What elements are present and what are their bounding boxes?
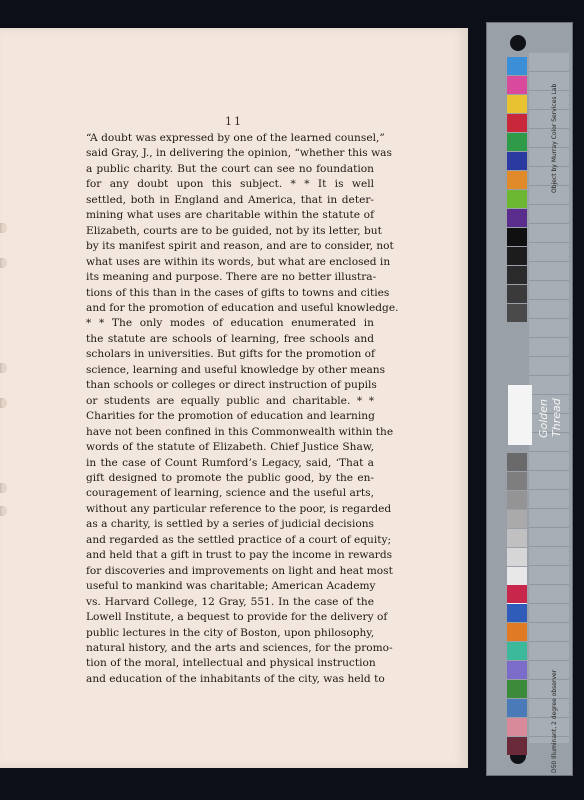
text-line: and held that a gift in trust to pay the income in rewards [86,549,393,562]
text-line: natural history, and the arts and sciences, for the promo- [86,641,393,654]
target-hole [510,35,526,51]
color-swatch [507,228,527,246]
text-line: and education of the inhabitants of the city, was held to [86,672,385,685]
binding-hole [0,258,7,268]
text-line: its meaning and purpose. There are no better illustra- [86,271,377,284]
text-line: as a charity, is settled by a series of judicial decisions [86,518,374,531]
binding-hole [0,223,7,233]
text-line: * * The only modes of education enumerated in [86,317,374,330]
color-swatch [507,680,527,698]
color-swatch [507,585,527,603]
binding-hole [0,506,7,516]
text-line: public lectures in the city of Boston, upon philosophy, [86,626,375,639]
color-swatch [507,266,527,284]
color-swatch [507,737,527,755]
color-swatch [507,661,527,679]
text-line: science, learning and useful knowledge by other means [86,363,386,376]
color-swatch [507,76,527,94]
color-swatch [507,209,527,227]
gray-swatch [507,472,527,490]
target-footer-text: D50 Illuminant, 2 degree observer [551,669,558,773]
color-swatch [507,623,527,641]
text-line: mining what uses are charitable within the statute of [86,209,374,222]
target-top-text: Object by Murray Color Services Lab [551,83,558,193]
gray-swatch [507,529,527,547]
color-swatch [507,285,527,303]
color-swatch [507,304,527,322]
color-swatch [507,152,527,170]
gray-swatch [507,453,527,471]
target-label-patch [508,385,532,445]
color-swatch [507,190,527,208]
text-line: vs. Harvard College, 12 Gray, 551. In the case of the [86,595,374,608]
page-number: 11 [225,115,243,128]
text-line: Lowell Institute, a bequest to provide for the delivery of [86,611,388,624]
text-line: Charities for the promotion of education and learning [86,410,375,423]
text-line: useful to mankind was charitable; American Academy [86,580,376,593]
color-target [486,22,573,776]
binding-hole [0,398,7,408]
text-line: scholars in universities. But gifts for the promotion of [86,348,375,361]
text-line: and for the promotion of education and useful knowledge. [86,301,399,314]
text-line: Elizabeth, courts are to be guided, not by its letter, but [86,224,382,237]
text-line: without any particular reference to the poor, is regarded [86,502,392,515]
book-page [0,28,468,768]
text-line: and regarded as the settled practice of a court of equity; [86,533,392,546]
binding-hole [0,363,7,373]
color-swatch [507,247,527,265]
text-line: than schools or colleges or direct instruction of pupils [86,379,377,392]
color-swatch [507,114,527,132]
text-line: words of the statute of Elizabeth. Chief Justice Shaw, [86,441,374,454]
text-line: in the case of Count Rumford’s Legacy, said, ‘That a [86,456,374,469]
text-line: tion of the moral, intellectual and physical instruction [86,657,376,670]
text-line: “A doubt was expressed by one of the learned counsel,” [86,132,385,144]
target-brand: Golden Thread [537,398,563,438]
color-swatch [507,171,527,189]
text-line: for discoveries and improvements on light and heat most [86,564,393,577]
text-line: have not been confined in this Commonwealth within the [86,425,394,438]
text-line: the statute are schools of learning, free schools and [86,332,374,345]
gray-swatch [507,491,527,509]
color-swatch [507,133,527,151]
binding-hole [0,483,7,493]
gray-swatch [507,567,527,585]
gray-swatch [507,548,527,566]
color-swatch [507,718,527,736]
gray-swatch [507,510,527,528]
color-swatch [507,699,527,717]
text-line: a public charity. But the court can see no foundation [86,162,374,175]
text-line: said Gray, J., in delivering the opinion, “whether this was [86,147,392,160]
text-line: gift designed to promote the public good, by the en- [86,471,374,484]
text-line: settled, both in England and America, that in deter- [86,193,374,206]
text-line: or students are equally public and charitable. * * [86,394,374,407]
color-swatch [507,95,527,113]
color-swatch [507,642,527,660]
body-text [86,131,399,687]
color-swatch [507,604,527,622]
text-line: tions of this than in the cases of gifts to towns and cities [86,286,390,299]
text-line: by its manifest spirit and reason, and are to consider, not [86,240,394,253]
color-swatch [507,57,527,75]
text-line: for any doubt upon this subject. * * It is well [86,178,374,191]
text-line: what uses are within its words, but what are enclosed in [86,255,391,268]
text-line: couragement of learning, science and the useful arts, [86,487,374,500]
